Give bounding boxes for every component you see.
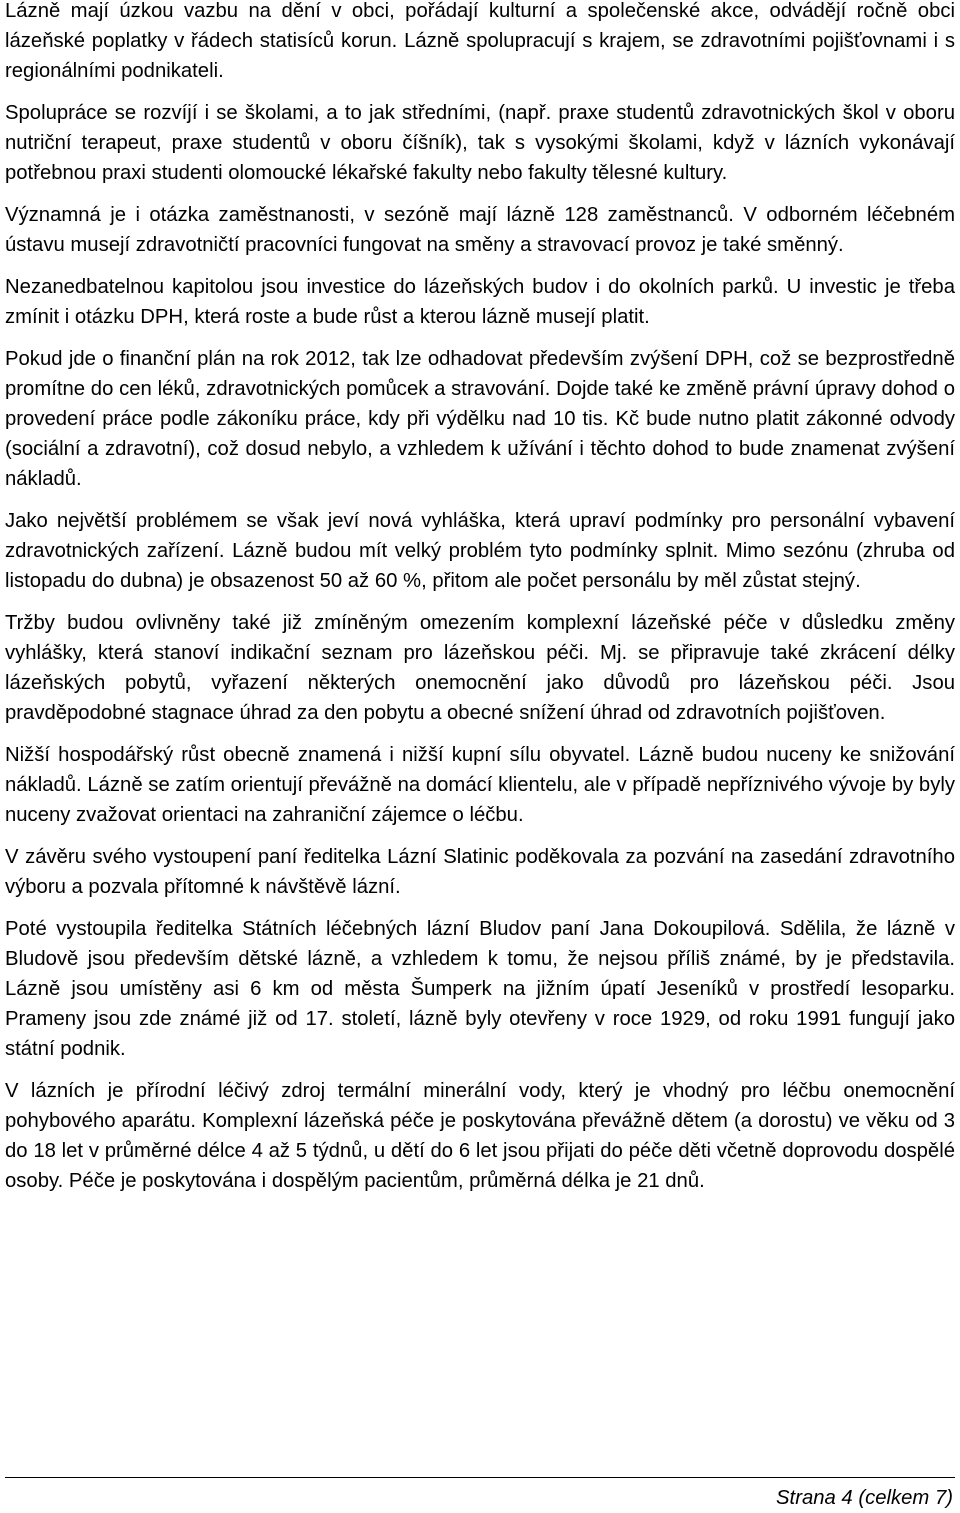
paragraph-bludov-introduction: Poté vystoupila ředitelka Státních léčebných lázní Bludov paní Jana Dokoupilová. Sdělila, že lázně v Bludově jsou především dětské lázně, a vzhledem k tomu, že nejsou příliš známé, by je představila. Lázně jsou umístěny asi 6 km od města Šumperk na jižním úpatí Jeseníků v prostředí lesoparku. Prameny jsou zde známé již od 17. století, lázně byly otevřeny v roce 1929, od roku 1991 fungují jako státní podnik.: [5, 918, 955, 1060]
paragraph-employment: Významná je i otázka zaměstnanosti, v sezóně mají lázně 128 zaměstnanců. V odborném léčebném ústavu musejí zdravotničtí pracovníci fungovat na směny a stravovací provoz je také směnný.: [5, 204, 955, 256]
paragraph-spa-community-ties: Lázně mají úzkou vazbu na dění v obci, pořádají kulturní a společenské akce, odvádějí ročně obci lázeňské poplatky v řádech statisíců korun. Lázně spolupracují s krajem, se zdravotními pojišťovnami i s regionálními podnikateli.: [5, 0, 955, 82]
paragraph-closing-thanks: V závěru svého vystoupení paní ředitelka Lázní Slatinic poděkovala za pozvání na zasedání zdravotního výboru a pozvala přítomné k návštěvě lázní.: [5, 846, 955, 898]
paragraph-economic-growth: Nižší hospodářský růst obecně znamená i nižší kupní sílu obyvatel. Lázně budou nuceny ke snižování nákladů. Lázně se zatím orientují převážně na domácí klientelu, ale v případě nepříznivého vývoje by byly nuceny zvažovat orientaci na zahraniční zájemce o léčbu.: [5, 744, 955, 826]
footer-divider: [5, 1477, 955, 1478]
paragraph-financial-plan-2012: Pokud jde o finanční plán na rok 2012, tak lze odhadovat především zvýšení DPH, což se bezprostředně promítne do cen léků, zdravotnických pomůcek a stravování. Dojde také ke změně právní úpravy dohod o provedení práce podle zákoníku práce, kdy při výdělku nad 10 tis. Kč bude nutno platit zákonné odvody (sociální a zdravotní), což dosud nebylo, a vzhledem k užívání i těchto dohod to bude znamenat zvýšení nákladů.: [5, 348, 955, 490]
paragraph-bludov-treatment: V lázních je přírodní léčivý zdroj termální minerální vody, který je vhodný pro léčbu onemocnění pohybového aparátu. Komplexní lázeňská péče je poskytována převážně dětem (a dorostu) ve věku od 3 do 18 let v průměrné délce 4 až 5 týdnů, u dětí do 6 let jsou přijati do péče děti včetně doprovodu dospělé osoby. Péče je poskytována i dospělým pacientům, průměrná délka je 21 dnů.: [5, 1080, 955, 1192]
paragraph-investments: Nezanedbatelnou kapitolou jsou investice do lázeňských budov i do okolních parků. U investic je třeba zmínit i otázku DPH, která roste a bude růst a kterou lázně musejí platit.: [5, 276, 955, 328]
paragraph-school-cooperation: Spolupráce se rozvíjí i se školami, a to jak středními, (např. praxe studentů zdravotnických škol v oboru nutriční terapeut, praxe studentů v oboru číšník), tak s vysokými školami, když v lázních vykonávají potřebnou praxi studenti olomoucké lékařské fakulty nebo fakulty tělesné kultury.: [5, 102, 955, 184]
page-number-footer: Strana 4 (celkem 7): [776, 1487, 953, 1509]
document-body: [5, 0, 955, 1208]
paragraph-revenue-impact: Tržby budou ovlivněny také již zmíněným omezením komplexní lázeňské péče v důsledku změny vyhlášky, která stanoví indikační seznam pro lázeňskou péči. Mj. se připravuje také zkrácení délky lázeňských pobytů, vyřazení některých onemocnění jako důvodů pro lázeňskou péči. Jsou pravděpodobné stagnace úhrad za den pobytu a obecné snížení úhrad od zdravotních pojišťoven.: [5, 612, 955, 724]
paragraph-new-regulation: Jako největší problémem se však jeví nová vyhláška, která upraví podmínky pro personální vybavení zdravotnických zařízení. Lázně budou mít velký problém tyto podmínky splnit. Mimo sezónu (zhruba od listopadu do dubna) je obsazenost 50 až 60 %, přitom ale počet personálu by měl zůstat stejný.: [5, 510, 955, 592]
